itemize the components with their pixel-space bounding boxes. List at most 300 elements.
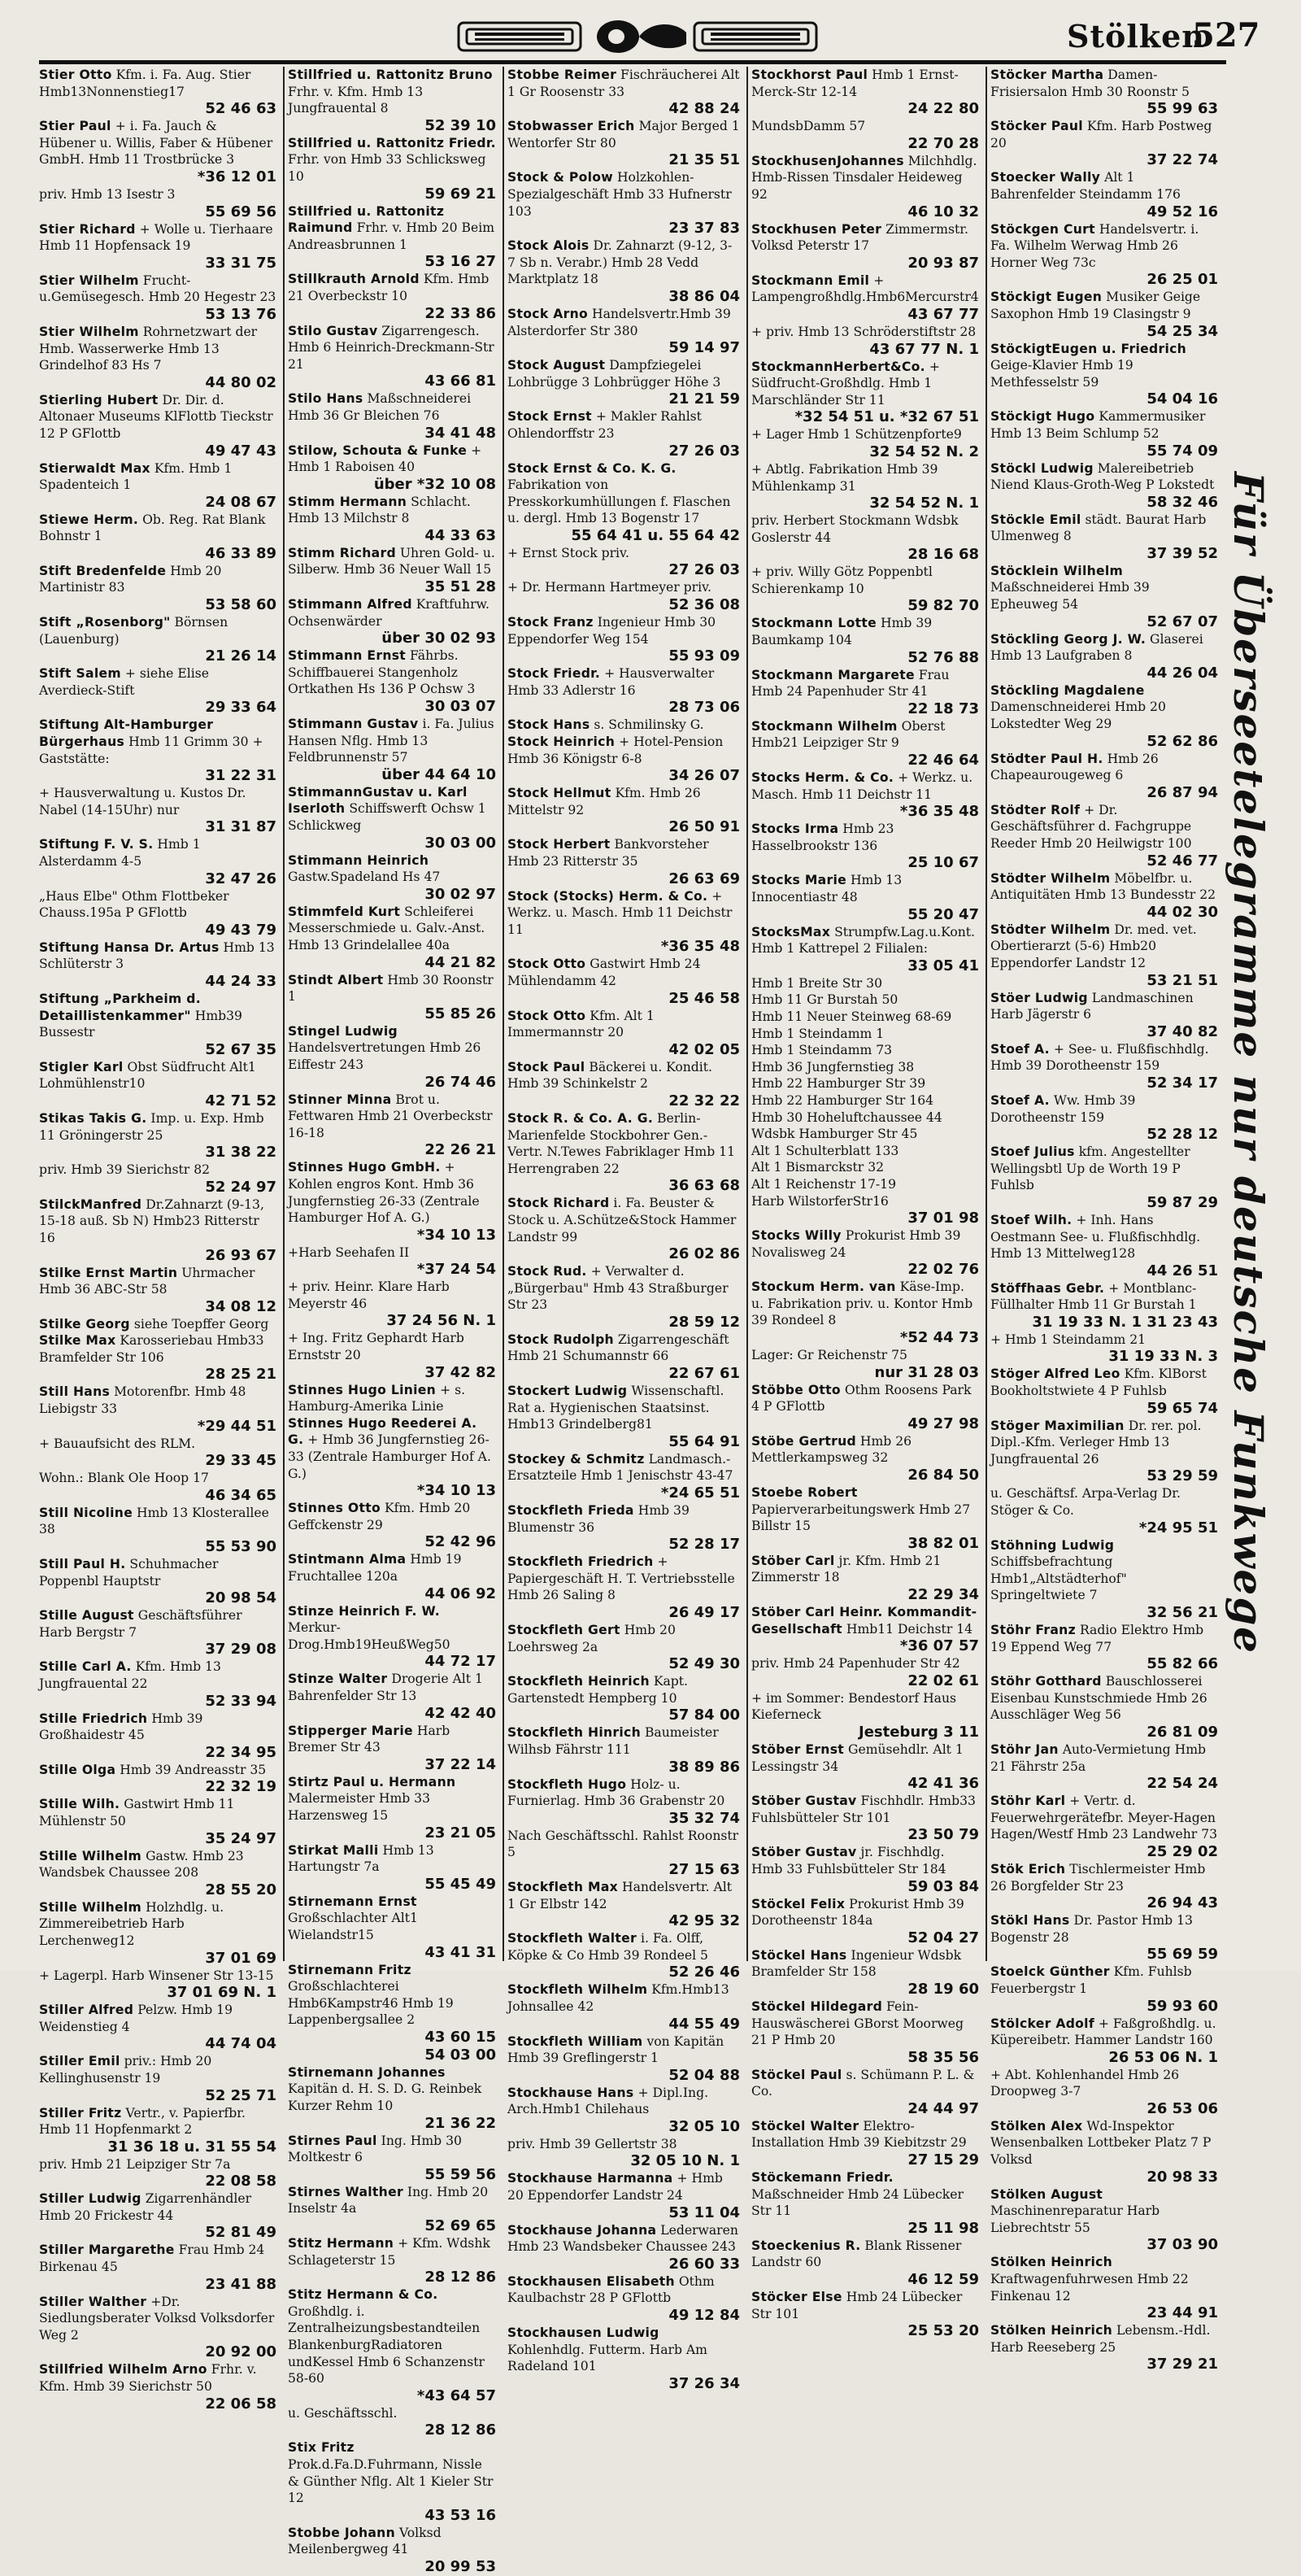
entry-details: + Inh. Hans Oestmann See- u. Flußfischhdlg. Hmb 13 Mittelweg128 [990,1212,1201,1262]
entry-details: Wissenschaftl. Rat a. Hygienischen Staatsinst. Hmb13 Grindelberg81 [507,1384,724,1432]
entry-phone: 22 26 21 [424,1141,496,1159]
entry-phone: 58 32 46 [1147,493,1218,511]
entry-details: Volksd Meilenbergweg 41 [288,2525,442,2557]
entry-name: Stindt Albert [288,972,384,987]
directory-entry [39,1059,280,1110]
entry-phone: 32 54 52 N. 1 [869,495,979,512]
entry-phone: 31 31 87 [205,818,276,836]
entry-details: Uhrmacher Hmb 36 ABC-Str 58 [39,1265,255,1297]
entry-phone: 55 53 90 [205,1538,276,1556]
directory-entry [288,67,499,135]
directory-entry [990,802,1221,870]
directory-entry [507,1008,743,1059]
directory-entry [751,1553,982,1604]
directory-entry [39,1899,280,1968]
entry-name: Stöcker Else [751,2290,842,2305]
entry-name: Stoecker Wally [990,170,1101,185]
directory-entry [507,836,743,887]
directory-entry [751,1026,982,1043]
entry-name: Stift Bredenfelde [39,563,167,578]
entry-phone: *34 10 13 [416,1482,496,1500]
entry-details: Frhr. v. Hmb 20 Beim Andreasbrunnen 1 [288,220,494,252]
directory-entry [751,461,982,512]
entry-phone: 49 52 16 [1147,203,1218,220]
entry-phone: 22 08 58 [205,2173,276,2190]
directory-entry [751,1347,982,1382]
directory-entry [751,1382,982,1433]
entry-details: von Kapitän Hmb 39 Greflingerstr 1 [507,2033,724,2066]
entry-name: Stipperger Marie [288,1723,413,1738]
entry-details: Othm Kaulbachstr 28 P GFlottb [507,2273,715,2306]
entry-name: Stobwasser Erich [507,119,635,134]
directory-entry [507,2273,743,2325]
directory-entry [507,1554,743,1622]
directory-entry [990,1741,1221,1793]
directory-entry [507,118,743,169]
directory-entry [288,2439,499,2524]
directory-entry [990,1092,1221,1144]
directory-entry [39,2105,280,2156]
entry-name: Stoef A. [990,1041,1050,1057]
directory-entry [751,2289,982,2340]
directory-entry [751,153,982,221]
entry-name: Stockfleth Wilhelm [507,1982,648,1998]
entry-name: Stöckigt Eugen [990,290,1103,305]
directory-entry [39,186,280,221]
entry-phone: 46 12 59 [907,2271,979,2289]
entry-details: Handelsvertr. i. Fa. Wilhelm Werwag Hmb 26 Horner Weg 73c [990,221,1199,270]
entry-phone: 30 03 00 [424,834,496,852]
entry-details: Schlacht. Hmb 13 Milchstr 8 [288,494,471,526]
entry-details: Käse-Imp. u. Fabrikation priv. u. Kontor Hmb 39 Rondeel 8 [751,1279,973,1328]
directory-column-5 [990,67,1221,2373]
entry-phone: 28 16 68 [907,546,979,564]
entry-name: Stock Heinrich [507,734,616,750]
entry-details: Schuhmacher Poppenbl Hauptstr [39,1557,219,1589]
entry-details: + Abt. Kohlenhandel Hmb 26 Droopweg 3-7 [990,2067,1180,2099]
directory-entry [39,118,280,186]
entry-details: Schiffswerft Ochsw 1 Schlickweg [288,801,486,833]
entry-details: „Haus Elbe" Othm Flottbeker Chauss.195a P GFlottb [39,888,229,921]
entry-phone: 22 33 86 [424,304,496,322]
entry-details: Damenschneiderei Hmb 20 Lokstedter Weg 29 [990,700,1166,732]
entry-details: + See- u. Flußfischhdlg. Hmb 39 Dorotheenstr 159 [990,1041,1209,1074]
entry-phone: 37 40 82 [1147,1022,1218,1040]
entry-name: Stockmann Margarete [751,667,915,682]
entry-phone: 31 38 22 [205,1144,276,1162]
entry-details: Hmb 1 Alsterdamm 4-5 [39,837,201,869]
directory-entry [751,1227,982,1279]
entry-details: Hmb 26 Mettlerkampsweg 32 [751,1433,912,1466]
directory-entry [751,67,982,118]
directory-entry [990,221,1221,290]
entry-phone: 42 88 24 [668,100,740,118]
entry-details: Bauschlosserei Eisenbau Kunstschmiede Hmb 26 Ausschläger Weg 56 [990,1674,1207,1723]
entry-phone: 24 44 97 [907,2099,979,2117]
entry-details: Hmb 11 Grimm 30 + Gaststätte: [39,734,263,766]
entry-details: Milchhdlg. Hmb-Rissen Tinsdaler Heideweg 92 [751,153,977,202]
directory-entry [39,1762,280,1797]
directory-entry [288,545,499,596]
entry-details: Gastwirt Hmb 24 Mühlendamm 42 [507,957,701,988]
directory-entry [507,1828,743,1879]
entry-details: Hmb 30 Roonstr 1 [288,972,494,1005]
directory-entry [288,2184,499,2235]
directory-entry [751,1896,982,1947]
entry-name: Stöhr Jan [990,1741,1059,1757]
entry-details: Gemüsehdlr. Alt 1 Lessingstr 34 [751,1741,964,1774]
entry-name: Stille Olga [39,1762,116,1777]
entry-name: Stier Richard [39,221,136,237]
entry-details: Dr. med. vet. Obertierarzt (5-6) Hmb20 Eppendorfer Landstr 12 [990,922,1197,970]
entry-phone: 23 41 88 [205,2275,276,2293]
entry-phone: 22 32 19 [205,1778,276,1796]
entry-phone: 43 66 81 [424,373,496,390]
entry-phone: 44 24 33 [205,972,276,990]
entry-phone: 55 69 59 [1147,1946,1218,1964]
directory-entry [751,1484,982,1553]
entry-phone: 37 01 69 [205,1949,276,1967]
entry-phone: 38 86 04 [668,287,740,305]
entry-name: Stockfleth William [507,2033,643,2049]
entry-phone: 29 33 64 [205,699,276,717]
directory-entry [751,1793,982,1844]
entry-name: Stoef A. [990,1092,1050,1108]
entry-phone: 22 54 24 [1147,1775,1218,1793]
entry-details: Hmb 13 Innocentiastr 48 [751,873,903,904]
entry-name: Stiller Ludwig [39,2191,141,2207]
directory-entry [507,357,743,408]
entry-name: StockmannHerbert&Co. [751,359,925,374]
entry-name: Stimm Richard [288,545,396,560]
entry-name: Stockhausen Ludwig [507,2325,659,2341]
directory-column-1 [39,67,280,2413]
directory-entry [39,1505,280,1556]
entry-details: + Kfm. Wdshk Schlageterstr 15 [288,2236,490,2268]
entry-phone: 27 15 29 [907,2151,979,2169]
directory-entry [39,665,280,717]
entry-details: s. Schümann P. L. & Co. [751,2067,975,2099]
entry-name: Stobbe Reimer [507,68,617,82]
directory-entry [990,1537,1221,1622]
entry-details: Dr. Pastor Hmb 13 Bogenstr 28 [990,1913,1193,1945]
entry-details: Fabrikation von Presskorkumhüllungen f. Flaschen u. dergl. Hmb 13 Bogenstr 17 [507,477,731,526]
entry-name: Stock Hans [507,717,590,733]
directory-entry [751,1844,982,1895]
entry-name: Stockfleth Gert [507,1623,620,1637]
entry-name: Stockhausen Elisabeth [507,2273,675,2289]
entry-phone: 23 44 91 [1147,2304,1218,2322]
entry-name: Stock Ernst & Co. K. G. [507,460,677,476]
entry-name: Stinnes Hugo Reederei A. G. [288,1415,477,1448]
entry-name: Stöckl Ludwig [990,460,1094,476]
entry-phone: Jesteburg 3 11 [859,1723,979,1741]
directory-entry [751,512,982,564]
entry-details: Frau Hmb 24 Papenhuder Str 41 [751,667,950,700]
directory-entry [751,1059,982,1076]
directory-entry [990,512,1221,563]
directory-entry [751,769,982,821]
entry-name: Stöhr Karl [990,1794,1066,1809]
entry-name: Stille Wilhelm [39,1899,142,1915]
entry-phone: 38 89 86 [668,1758,740,1776]
entry-phone: 28 12 86 [424,2269,496,2286]
entry-details: Obst Südfrucht Alt1 Lohmühlenstr10 [39,1059,256,1092]
entry-name: Stöcker Paul [990,119,1083,134]
entry-details: Lederwaren Hmb 23 Wandsbeker Chaussee 243 [507,2222,738,2255]
entry-name: Stödter Rolf [990,802,1081,817]
entry-details: Holz- u. Furnierlag. Hmb 36 Grabenstr 20 [507,1776,725,1809]
directory-entry [288,1962,499,2046]
entry-phone: 53 21 51 [1147,971,1218,989]
directory-entry [751,2067,982,2118]
entry-name: Stoebe Robert [751,1485,858,1501]
entry-details: Tischlermeister Hmb 26 Borgfelder Str 23 [990,1861,1206,1894]
entry-details: s. Schmilinsky G. [594,717,704,733]
entry-details: Zigarrengesch. Hmb 6 Heinrich-Dreckmann-Str 21 [288,323,494,372]
directory-entry [990,1912,1221,1964]
entry-phone: 24 08 67 [205,493,276,511]
entry-phone: 22 70 28 [907,134,979,152]
entry-name: Stock Paul [507,1059,585,1074]
entry-details: Großschlachter Alt1 Wielandstr15 [288,1911,418,1942]
entry-name: Stobbe Johann [288,2525,395,2540]
entry-phone: 34 08 12 [205,1297,276,1315]
directory-entry [990,460,1221,512]
entry-details: Handelsvertretungen Hmb 26 Eiffestr 243 [288,1040,481,1072]
entry-details: Handelsvertr.Hmb 39 Alsterdorfer Str 380 [507,306,731,338]
directory-entry [288,1415,499,1500]
entry-name: Stock (Stocks) Herm. & Co. [507,888,708,904]
entry-details: Hmb 13 Schlüterstr 3 [39,939,275,972]
entry-details: Hmb 36 Jungfernstieg 38 [751,1059,915,1074]
entry-details: Fein-Hauswäscherei GBorst Moorweg 21 P Hmb 20 [751,1998,964,2048]
entry-name: Stölcker Adolf [990,2016,1094,2031]
entry-details: Ww. Hmb 39 Dorotheenstr 159 [990,1092,1136,1125]
directory-entry [507,2170,743,2221]
directory-entry [990,1793,1221,1861]
entry-details: Lager: Gr Reichenstr 75 [751,1348,907,1363]
entry-phone: 52 67 35 [205,1040,276,1058]
directory-entry [39,1110,280,1162]
directory-entry [507,169,743,238]
directory-entry [288,323,499,391]
entry-phone: 33 05 41 [907,957,979,974]
entry-name: Stimmann Heinrich [288,852,429,868]
entry-details: + Verwalter d. „Bürgerbau" Hmb 43 Straßburger Str 23 [507,1264,729,1313]
entry-name: Stöhr Gotthard [990,1674,1102,1689]
entry-name: Stiftung Hansa Dr. Artus [39,939,220,955]
entry-phone: 49 12 84 [668,2307,740,2325]
directory-entry [507,1930,743,1981]
entry-details: Maschinenreparatur Harb Liebrechtstr 55 [990,2203,1160,2235]
entry-details: u. Geschäftsf. Arpa-Verlag Dr. Stöger & Co. [990,1486,1181,1519]
entry-details: Kfm. KlBorst Bookholtstwiete 4 P Fuhlsb [990,1366,1207,1399]
directory-column-3 [507,67,743,2392]
entry-phone: 35 24 97 [205,1829,276,1847]
directory-entry [990,118,1221,169]
entry-phone: 44 26 04 [1147,664,1218,682]
entry-details: Hmb 11 Gr Burstah 50 [751,992,899,1008]
entry-name: Still Paul H. [39,1557,126,1572]
entry-name: Stockey & Schmitz [507,1451,645,1467]
entry-details: Vertr., v. Papierfbr. Hmb 11 Hopfenmarkt 2 [39,2105,246,2138]
entry-details: priv. Hmb 21 Leipziger Str 7a [39,2156,231,2172]
entry-name: Stinnes Hugo GmbH. [288,1160,441,1175]
directory-entry [751,1279,982,1347]
entry-name: Stöber Gustav [751,1794,857,1809]
entry-phone: 52 04 27 [907,1929,979,1946]
directory-entry [39,563,280,614]
directory-entry [751,1109,982,1127]
entry-name: Stockhause Hans [507,2085,634,2100]
entry-name: Stockmann Emil [751,272,870,288]
directory-entry [507,2085,743,2136]
entry-phone: 22 34 95 [205,1743,276,1761]
entry-phone: 37 26 34 [668,2374,740,2392]
entry-name: Stöber Carl Heinr. Kommandit-Gesellschaft [751,1605,977,1637]
directory-entry [288,904,499,972]
directory-entry [751,615,982,666]
entry-details: Merkur-Drog.Hmb19HeußWeg50 [288,1620,450,1652]
entry-phone: 21 26 14 [205,647,276,665]
entry-details: Prok.d.Fa.D.Fuhrmann, Nissle & Günther Nflg. Alt 1 Kieler Str 12 [288,2456,494,2506]
directory-entry [990,990,1221,1041]
entry-phone: 52 34 17 [1147,1074,1218,1092]
entry-name: Stockhause Harmanna [507,2171,673,2186]
entry-details: + Papiergeschäft H. T. Vertriebsstelle Hmb 26 Saling 8 [507,1554,735,1603]
entry-phone: 52 36 08 [668,596,740,614]
entry-details: + Abtlg. Fabrikation Hmb 39 Mühlenkamp 31 [751,461,938,494]
directory-entry [507,1502,743,1554]
directory-entry [288,1551,499,1602]
entry-phone: *52 44 73 [899,1329,979,1347]
entry-phone: 28 19 60 [907,1980,979,1998]
entry-phone: 43 67 77 N. 1 [869,340,979,358]
directory-entry [751,1092,982,1109]
entry-details: Harb WilstorferStr16 [751,1193,889,1209]
entry-details: Auto-Vermietung Hmb 21 Fährstr 25a [990,1741,1206,1774]
entry-phone: 20 93 87 [907,254,979,272]
directory-entry [39,272,280,324]
entry-details: + Kohlen engros Kont. Hmb 36 Jungfernstieg 26-33 (Zentrale Hamburger Hof A. G.) [288,1160,480,1226]
entry-phone: 44 21 82 [424,953,496,971]
entry-name: Stöber Carl [751,1553,835,1568]
directory-entry [39,1470,280,1505]
entry-name: Stimmann Gustav [288,717,419,732]
entry-details: + Dr. Hermann Hartmeyer priv. [507,580,712,595]
entry-name: Stockmann Lotte [751,616,877,631]
entry-phone: 26 02 86 [668,1245,740,1263]
entry-details: Hmb 30 Hoheluftchaussee 44 [751,1109,942,1125]
entry-phone: 52 24 97 [205,1178,276,1196]
column-divider [986,67,987,1961]
entry-name: Stier Wilhelm [39,324,139,339]
entry-details: Drogerie Alt 1 Bahrenfelder Str 13 [288,1672,483,1703]
directory-entry [39,1316,280,1333]
entry-name: Stöckel Hildegard [751,1998,883,2014]
entry-details: Nach Geschäftsschl. Rahlst Roonstr 5 [507,1828,739,1860]
entry-name: Stock Rudolph [507,1332,614,1347]
entry-phone: 46 34 65 [205,1486,276,1504]
entry-details: siehe Toepffer Georg [133,1316,269,1332]
entry-phone: 26 87 94 [1147,783,1218,801]
directory-entry [288,852,499,904]
entry-phone: 46 10 32 [907,203,979,220]
directory-entry [288,1894,499,1962]
entry-details: i. Fa. Beuster & Stock u. A.Schütze&Stock Hammer Landstr 99 [507,1196,737,1244]
entry-phone: 35 32 74 [668,1809,740,1827]
directory-entry [751,667,982,718]
directory-entry [288,2064,499,2133]
entry-name: Stockfleth Hugo [507,1776,627,1792]
entry-details: + i. Fa. Jauch & Hübener u. Willis, Faber & Hübener GmbH. Hmb 11 Trostbrücke 3 [39,119,273,168]
entry-phone: 22 18 73 [907,700,979,717]
entry-name: Stoef Julius [990,1144,1075,1160]
entry-name: Stöckel Hans [751,1947,847,1963]
entry-phone: über 30 02 93 [381,630,496,647]
entry-phone: über 44 64 10 [381,765,496,783]
entry-details: städt. Baurat Harb Ulmenweg 8 [990,512,1207,544]
entry-details: Harb Bremer Str 43 [288,1723,450,1755]
entry-details: priv. Hmb 39 Gellertstr 38 [507,2136,677,2151]
entry-phone: 55 45 49 [424,1875,496,1893]
entry-name: Stocks Marie [751,873,846,888]
entry-phone: 54 03 00 [424,2046,496,2064]
entry-name: Stinnes Otto [288,1501,381,1516]
page-header [33,11,1260,59]
directory-entry [507,579,743,614]
entry-name: Stigler Karl [39,1059,124,1074]
entry-phone: *36 07 57 [899,1637,979,1655]
entry-name: Stockfleth Frieda [507,1503,634,1519]
entry-details: Hmb39 Bussestr [39,1008,242,1040]
entry-phone: über *32 10 08 [373,475,496,493]
directory-entry [751,2238,982,2289]
entry-details: Blank Rissener Landstr 60 [751,2238,962,2270]
entry-details: Radio Elektro Hmb 19 Eppend Weg 77 [990,1623,1204,1654]
entry-details: Kfm. Hmb 1 Spadenteich 1 [39,460,233,493]
entry-phone: 33 31 75 [205,254,276,272]
directory-entry [990,1212,1221,1280]
entry-name: Stierwaldt Max [39,460,150,476]
entry-name: Stockmann Wilhelm [751,718,898,734]
entry-name: Stockert Ludwig [507,1384,628,1399]
entry-name: Stoeckenius R. [751,2238,861,2253]
directory-entry [39,2242,280,2293]
entry-details: Gastw. Hmb 23 Wandsbek Chaussee 208 [39,1848,244,1881]
entry-details: Glaserei Hmb 13 Laufgraben 8 [990,631,1203,664]
entry-details: + Lagerpl. Harb Winsener Str 13-15 [39,1968,274,1983]
entry-phone: 22 67 61 [668,1365,740,1383]
entry-phone: 55 64 41 u. 55 64 42 [571,526,740,544]
entry-details: Hmb 13 Klosterallee 38 [39,1505,269,1537]
entry-details: Kfm.Hmb13 Johnsallee 42 [507,1982,729,2014]
entry-details: + Hmb 1 Steindamm 21 [990,1332,1147,1347]
entry-name: Stingel Ludwig [288,1023,398,1039]
directory-entry [507,2222,743,2273]
entry-name: Stilke Ernst Martin [39,1265,178,1280]
entry-phone: 52 25 71 [205,2086,276,2104]
entry-name: Stirnes Walther [288,2184,403,2199]
entry-details: Zigarrengeschäft Hmb 21 Schumannstr 66 [507,1332,729,1364]
entry-phone: 42 41 36 [907,1775,979,1793]
directory-entry [39,460,280,512]
entry-name: Stier Wilhelm [39,272,139,288]
entry-name: Stöckemann Friedr. [751,2170,894,2186]
entry-phone: 52 62 86 [1147,732,1218,750]
entry-name: Stiller Margarethe [39,2243,175,2258]
